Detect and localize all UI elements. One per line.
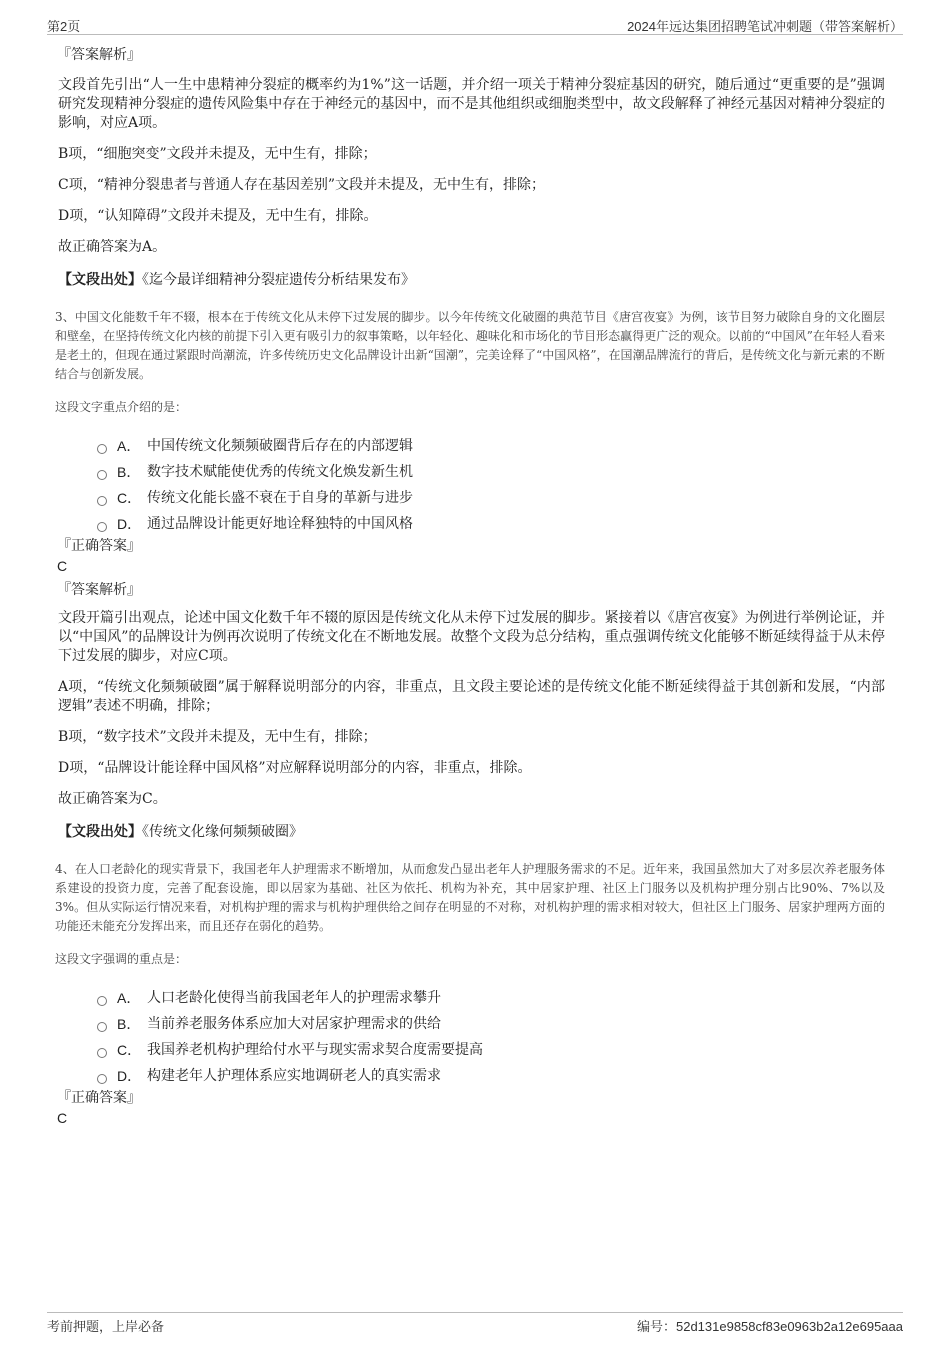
analysis-label: 『答案解析』 bbox=[57, 47, 141, 63]
analysis-text: 文段开篇引出观点，论述中国文化数千年不辍的原因是传统文化从未停下过发展的脚步。紧接着以《唐宫夜宴》为例进行举例论证，并以“中国风”的品牌设计为例再次说明了传统文化在不断地发展。故整个文段为总分结构，重点强调传统文化能够不断延续得益于从未停下过发展的脚步，对应C项。 bbox=[58, 610, 885, 664]
analysis-conclusion: 故正确答案为A。 bbox=[58, 239, 167, 255]
option-c[interactable]: C． 我国养老机构护理给付水平与现实需求契合度需要提高 bbox=[97, 1041, 885, 1067]
option-a[interactable]: A． 人口老龄化使得当前我国老年人的护理需求攀升 bbox=[97, 989, 885, 1015]
question-3-text: 3、中国文化能数千年不辍，根本在于传统文化从未停下过发展的脚步。以今年传统文化破圈的典范节目《唐宫夜宴》为例，该节目努力破除自身的文化圈层和壁垒，在坚持传统文化内核的前提下引入更有吸引力的叙事策略，以年轻化、趣味化和市场化的节目形态赢得更广泛的观众。以前的“中国风”在年轻人看来是老土的，但现在通过紧跟时尚潮流，许多传统历史文化品牌设计出新“国潮”，完美诠释了“中国风格”，在国潮品牌流行的背后，是传统文化与新元素的不断结合与创新发展。 bbox=[55, 310, 885, 381]
document-title: 2024年远达集团招聘笔试冲刺题（带答案解析） bbox=[627, 19, 903, 34]
analysis-text: 文段首先引出“人一生中患精神分裂症的概率约为1%”这一话题，并介绍一项关于精神分裂症基因的研究，随后通过“更重要的是”强调研究发现精神分裂症的遗传风险集中存在于神经元的基因中，而不是其他组织或细胞类型中，故文段解释了神经元基因对精神分裂症的影响，对应A项。 bbox=[58, 77, 885, 131]
radio-icon[interactable] bbox=[97, 496, 107, 506]
source-line bbox=[58, 271, 885, 290]
option-c[interactable]: C． 传统文化能长盛不衰在于自身的革新与进步 bbox=[97, 489, 885, 515]
answer-label: 『正确答案』 bbox=[57, 538, 141, 554]
source-title: 《传统文化缘何频频破圈》 bbox=[142, 824, 303, 840]
radio-icon[interactable] bbox=[97, 444, 107, 454]
radio-icon[interactable] bbox=[97, 1074, 107, 1084]
analysis-option-d: D项，“品牌设计能诠释中国风格”对应解释说明部分的内容，非重点，排除。 bbox=[58, 760, 532, 776]
source-label: 【文段出处】 bbox=[58, 824, 142, 840]
analysis-label: 『答案解析』 bbox=[57, 582, 141, 598]
radio-icon[interactable] bbox=[97, 522, 107, 532]
question-3-prompt: 这段文字重点介绍的是： bbox=[55, 400, 188, 414]
option-d[interactable]: D． 构建老年人护理体系应实地调研老人的真实需求 bbox=[97, 1067, 885, 1093]
question-4-options bbox=[97, 989, 885, 1093]
analysis-option-b: B项，“细胞突变”文段并未提及，无中生有，排除； bbox=[58, 146, 377, 162]
radio-icon[interactable] bbox=[97, 1048, 107, 1058]
source-label: 【文段出处】 bbox=[58, 272, 142, 288]
footer-slogan: 考前押题，上岸必备 bbox=[47, 1319, 165, 1334]
radio-icon[interactable] bbox=[97, 996, 107, 1006]
analysis-option-c: C项，“精神分裂患者与普通人存在基因差别”文段并未提及，无中生有，排除； bbox=[58, 177, 546, 193]
source-title: 《迄今最详细精神分裂症遗传分析结果发布》 bbox=[142, 272, 415, 288]
analysis-option-b: B项，“数字技术”文段并未提及，无中生有，排除； bbox=[58, 729, 377, 745]
analysis-option-d: D项，“认知障碍”文段并未提及，无中生有，排除。 bbox=[58, 208, 378, 224]
document-id: 编号：52d131e9858cf83e0963b2a12e695aaa bbox=[636, 1319, 903, 1334]
page-header bbox=[47, 14, 903, 35]
analysis-option-a: A项，“传统文化频频破圈”属于解释说明部分的内容，非重点，且文段主要论述的是传统文化能不断延续得益于其创新和发展，“内部逻辑”表述不明确，排除； bbox=[58, 679, 885, 714]
page-footer bbox=[47, 1312, 903, 1333]
option-b[interactable]: B． 数字技术赋能使优秀的传统文化焕发新生机 bbox=[97, 463, 885, 489]
analysis-conclusion: 故正确答案为C。 bbox=[58, 791, 167, 807]
answer-value: C bbox=[57, 558, 68, 574]
option-b[interactable]: B． 当前养老服务体系应加大对居家护理需求的供给 bbox=[97, 1015, 885, 1041]
radio-icon[interactable] bbox=[97, 470, 107, 480]
answer-value: C bbox=[57, 1110, 68, 1126]
page-number: 第2页 bbox=[47, 19, 81, 34]
source-line bbox=[58, 823, 885, 842]
answer-label: 『正确答案』 bbox=[57, 1090, 141, 1106]
question-3-options bbox=[97, 437, 885, 541]
question-4-text: 4、在人口老龄化的现实背景下，我国老年人护理需求不断增加，从而愈发凸显出老年人护理服务需求的不足。近年来，我国虽然加大了对多层次养老服务体系建设的投资力度，完善了配套设施，即以居家为基础、社区为依托、机构为补充，其中居家护理、社区上门服务以及机构护理分别占比90%、7%以及3%。但从实际运行情况来看，对机构护理的需求与机构护理供给之间存在明显的不对称，对机构护理的需求相对较大，但社区上门服务、居家护理两方面的功能还未能充分发挥出来，而且还存在弱化的趋势。 bbox=[55, 862, 885, 933]
radio-icon[interactable] bbox=[97, 1022, 107, 1032]
option-d[interactable]: D． 通过品牌设计能更好地诠释独特的中国风格 bbox=[97, 515, 885, 541]
question-4-prompt: 这段文字强调的重点是： bbox=[55, 952, 188, 966]
document-content bbox=[55, 40, 885, 1127]
option-a[interactable]: A． 中国传统文化频频破圈背后存在的内部逻辑 bbox=[97, 437, 885, 463]
